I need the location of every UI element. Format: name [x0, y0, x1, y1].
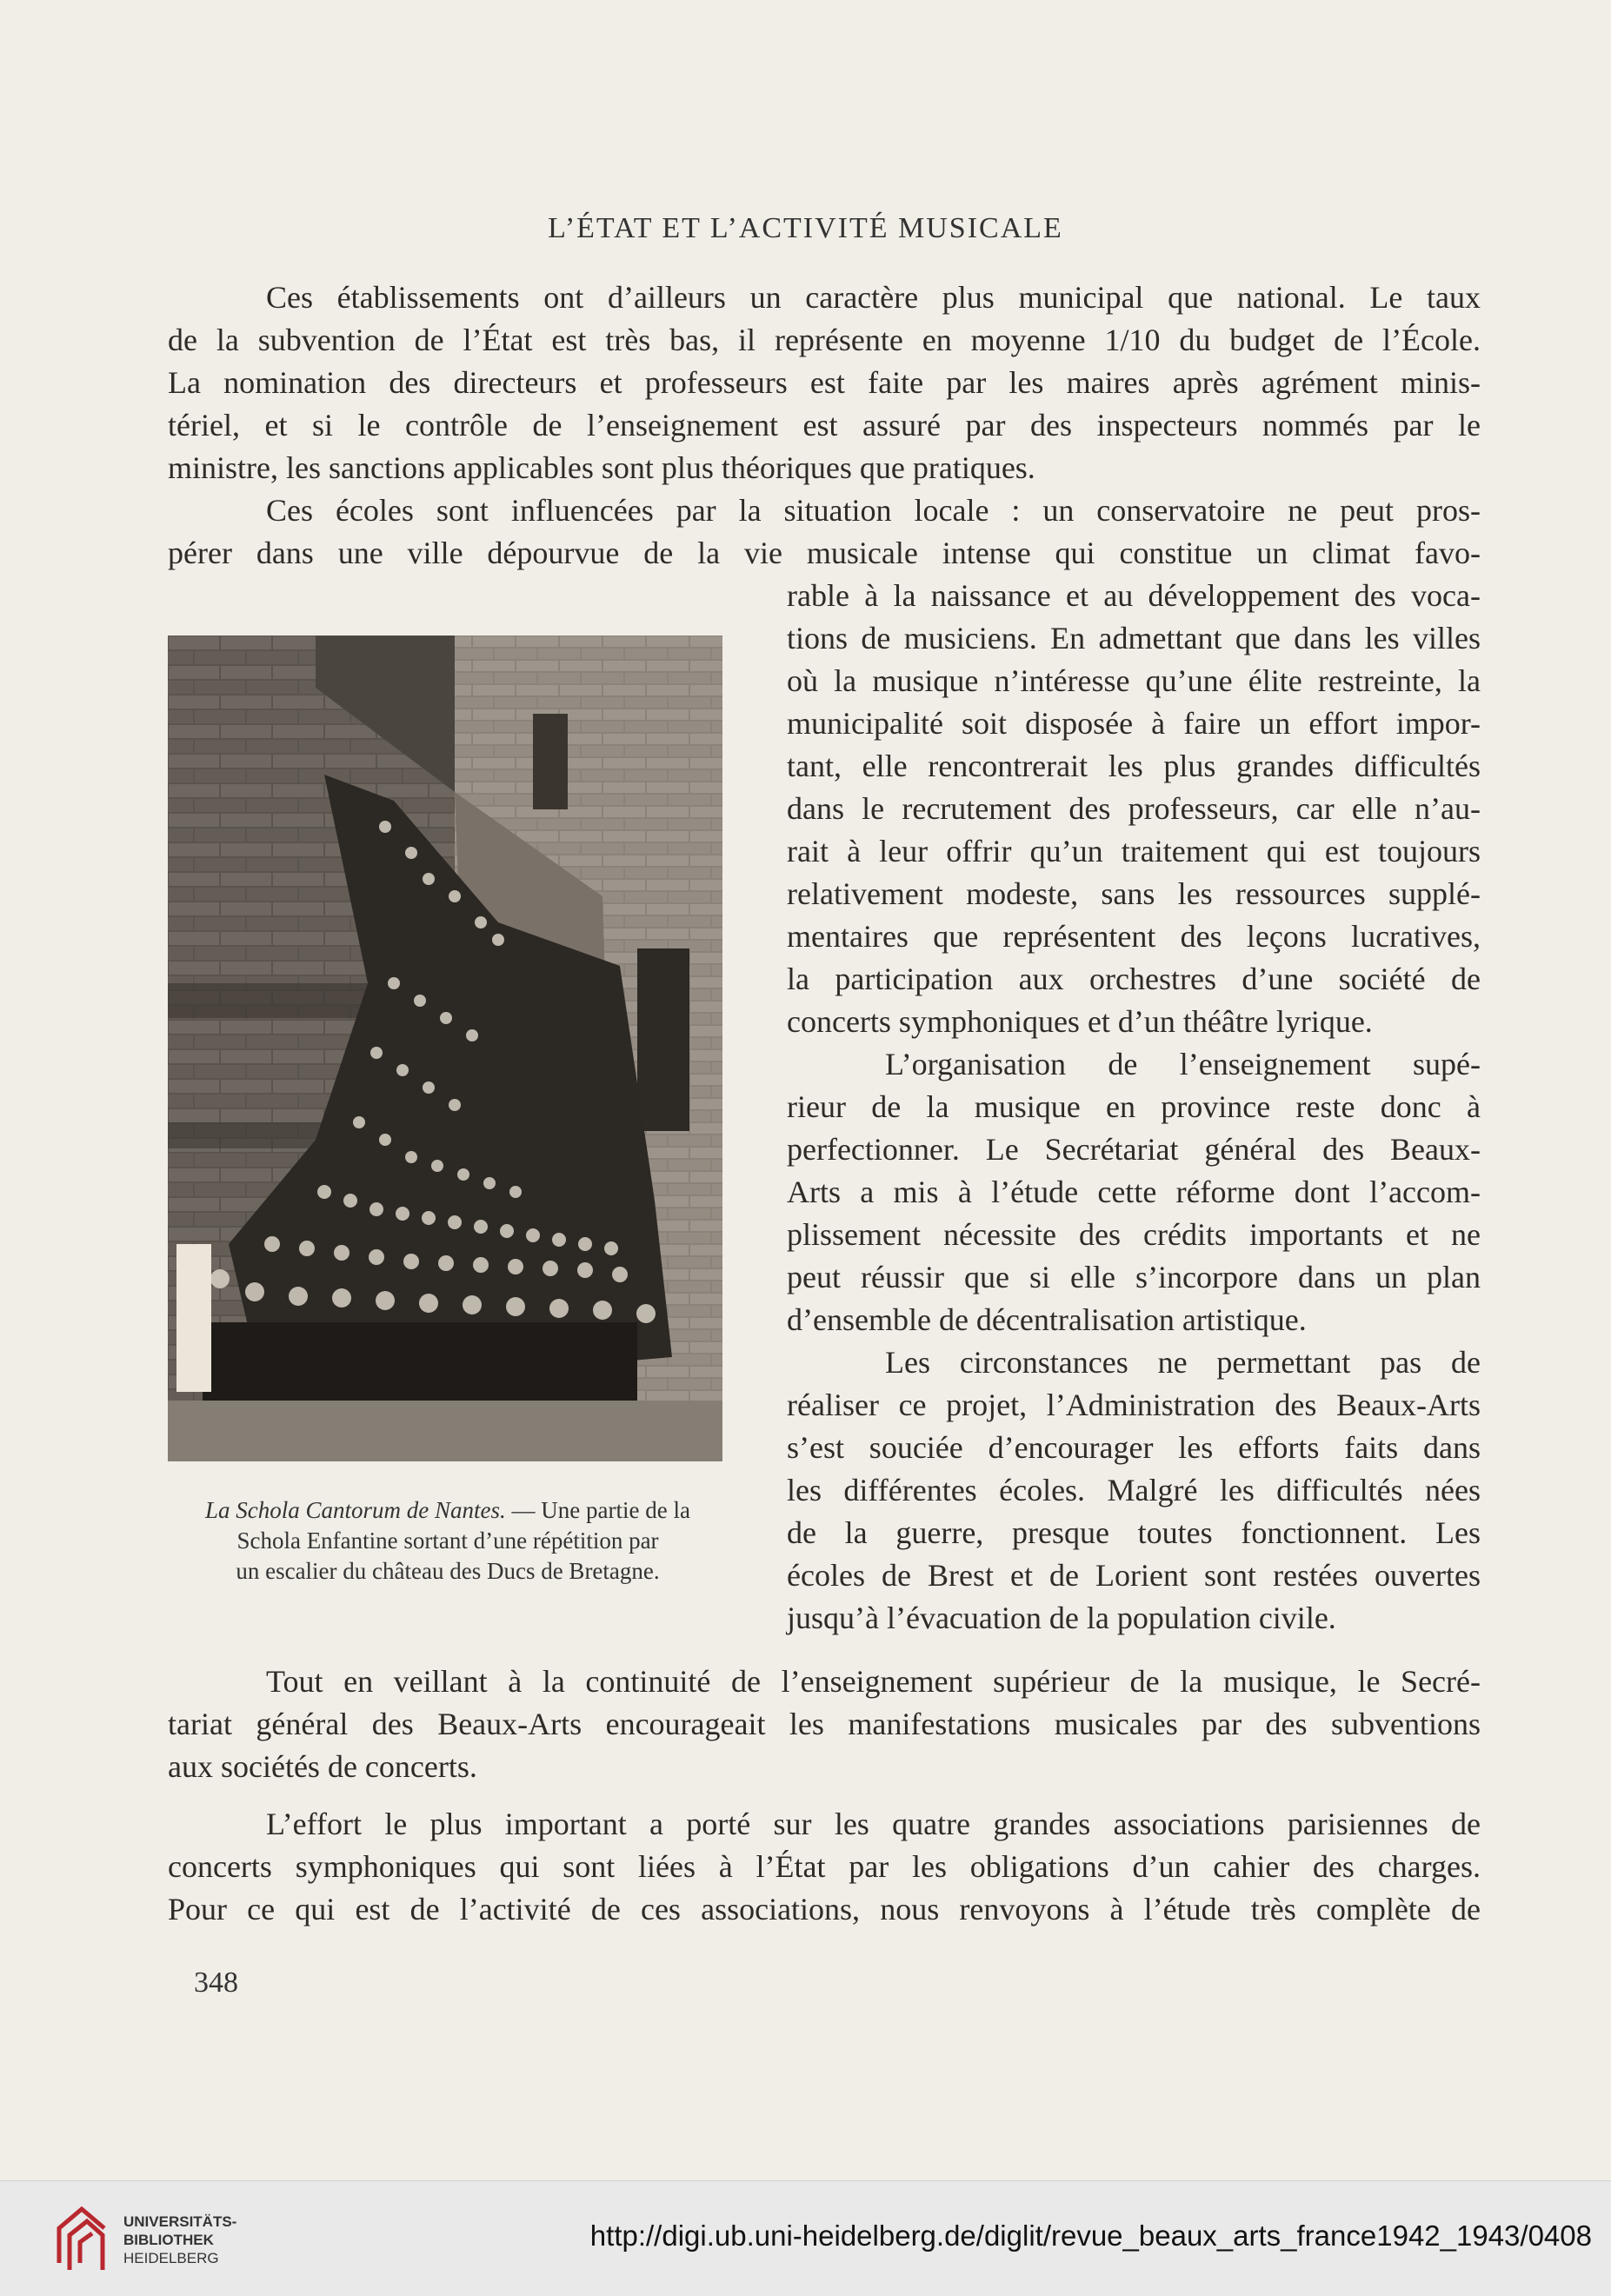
text-line: ministre, les sanctions applicables sont plus théoriques que pratiques.	[168, 450, 1035, 485]
text-line: réaliser ce projet, l’Administration des Beaux-Arts	[787, 1388, 1481, 1422]
text-line: mentaires que représentent des leçons lucratives,	[787, 919, 1481, 954]
text-line: Pour ce qui est de l’activité de ces associations, nous renvoyons à l’étude très complète de	[168, 1892, 1481, 1927]
caption-text: — Une partie de la	[505, 1497, 690, 1523]
text-line: tant, elle rencontrerait les plus grandes difficultés	[787, 749, 1481, 783]
caption-line: Schola Enfantine sortant d’une répétition par	[236, 1527, 659, 1554]
text-line: aux sociétés de concerts.	[168, 1749, 477, 1784]
text-line: peut réussir que si elle s’incorpore dans un plan	[787, 1260, 1481, 1294]
text-line: Ces établissements ont d’ailleurs un caractère plus municipal que national. Le taux	[266, 280, 1481, 315]
text-line: jusqu’à l’évacuation de la population civile.	[787, 1601, 1336, 1635]
footer-bar	[0, 2180, 1611, 2296]
paragraph-2	[168, 489, 1481, 575]
text-line: Les circonstances ne permettant pas de	[885, 1345, 1481, 1380]
text-line: de la subvention de l’État est très bas, il représente en moyenne 1/10 du budget de l’École.	[168, 323, 1481, 357]
permalink-url[interactable]: http://digi.ub.uni-heidelberg.de/diglit/revue_beaux_arts_france1942_1943/0408	[589, 2219, 1592, 2252]
text-line: tions de musiciens. En admettant que dans les villes	[787, 621, 1481, 656]
paragraph-3	[168, 1660, 1481, 1788]
text-line: pérer dans une ville dépourvue de la vie musicale intense qui constitue un climat favo-	[168, 536, 1481, 570]
text-line: d’ensemble de décentralisation artistique.	[787, 1302, 1307, 1337]
text-line: les différentes écoles. Malgré les difficultés nées	[787, 1473, 1481, 1507]
text-line: où la musique n’intéresse qu’une élite restreinte, la	[787, 663, 1481, 698]
caption-line: un escalier du château des Ducs de Bretagne.	[236, 1558, 660, 1584]
logo-line: BIBLIOTHEK	[123, 2232, 214, 2248]
paragraph-1	[168, 276, 1481, 489]
caption-line	[161, 1495, 735, 1526]
logo-line: UNIVERSITÄTS-	[123, 2213, 237, 2230]
photograph	[168, 636, 722, 1461]
text-line: écoles de Brest et de Lorient sont restées ouvertes	[787, 1558, 1481, 1593]
page-number: 348	[194, 1967, 238, 1999]
text-line: rable à la naissance et au développement des voca-	[787, 578, 1481, 613]
running-head: L’ÉTAT ET L’ACTIVITÉ MUSICALE	[548, 212, 1063, 244]
text-line: concerts symphoniques et d’un théâtre lyrique.	[787, 1004, 1373, 1039]
text-column	[787, 575, 1481, 1640]
text-line: municipalité soit disposée à faire un effort impor-	[787, 706, 1481, 741]
text-line: relativement modeste, sans les ressources supplé-	[787, 876, 1481, 911]
text-line: la participation aux orchestres d’une société de	[787, 962, 1481, 996]
logo-line: HEIDELBERG	[123, 2250, 219, 2266]
text-line: L’effort le plus important a porté sur les quatre grandes associations parisiennes de	[266, 1807, 1481, 1841]
caption-title: La Schola Cantorum de Nantes.	[205, 1497, 506, 1523]
text-line: Arts a mis à l’étude cette réforme dont l’accom-	[787, 1175, 1481, 1209]
library-logo-text	[123, 2213, 236, 2267]
text-line: plissement nécessite des crédits importants et ne	[787, 1217, 1481, 1252]
text-line: de la guerre, presque toutes fonctionnent. Les	[787, 1515, 1481, 1550]
text-line: tariat général des Beaux-Arts encourageait les manifestations musicales par des subventions	[168, 1707, 1481, 1741]
text-line: s’est souciée d’encourager les efforts faits dans	[787, 1430, 1481, 1465]
text-line: rieur de la musique en province reste donc à	[787, 1089, 1481, 1124]
text-line: Tout en veillant à la continuité de l’enseignement supérieur de la musique, le Secré-	[266, 1664, 1481, 1699]
text-line: concerts symphoniques qui sont liées à l’État par les obligations d’un cahier des charges.	[168, 1849, 1481, 1884]
text-line: La nomination des directeurs et professeurs est faite par les maires après agrément minis-	[168, 365, 1481, 400]
paragraph-4	[168, 1803, 1481, 1931]
text-line: perfectionner. Le Secrétariat général des Beaux-	[787, 1132, 1481, 1167]
photograph-drawing	[168, 636, 722, 1461]
text-line: rait à leur offrir qu’un traitement qui est toujours	[787, 834, 1481, 868]
library-logo-icon	[52, 2202, 113, 2275]
text-line: dans le recrutement des professeurs, car elle n’au-	[787, 791, 1481, 826]
photo-caption	[161, 1495, 735, 1587]
text-line: Ces écoles sont influencées par la situation locale : un conservatoire ne peut pros-	[266, 493, 1481, 528]
text-line: L’organisation de l’enseignement supé-	[885, 1047, 1481, 1081]
text-line: tériel, et si le contrôle de l’enseignement est assuré par des inspecteurs nommés par le	[168, 408, 1481, 443]
